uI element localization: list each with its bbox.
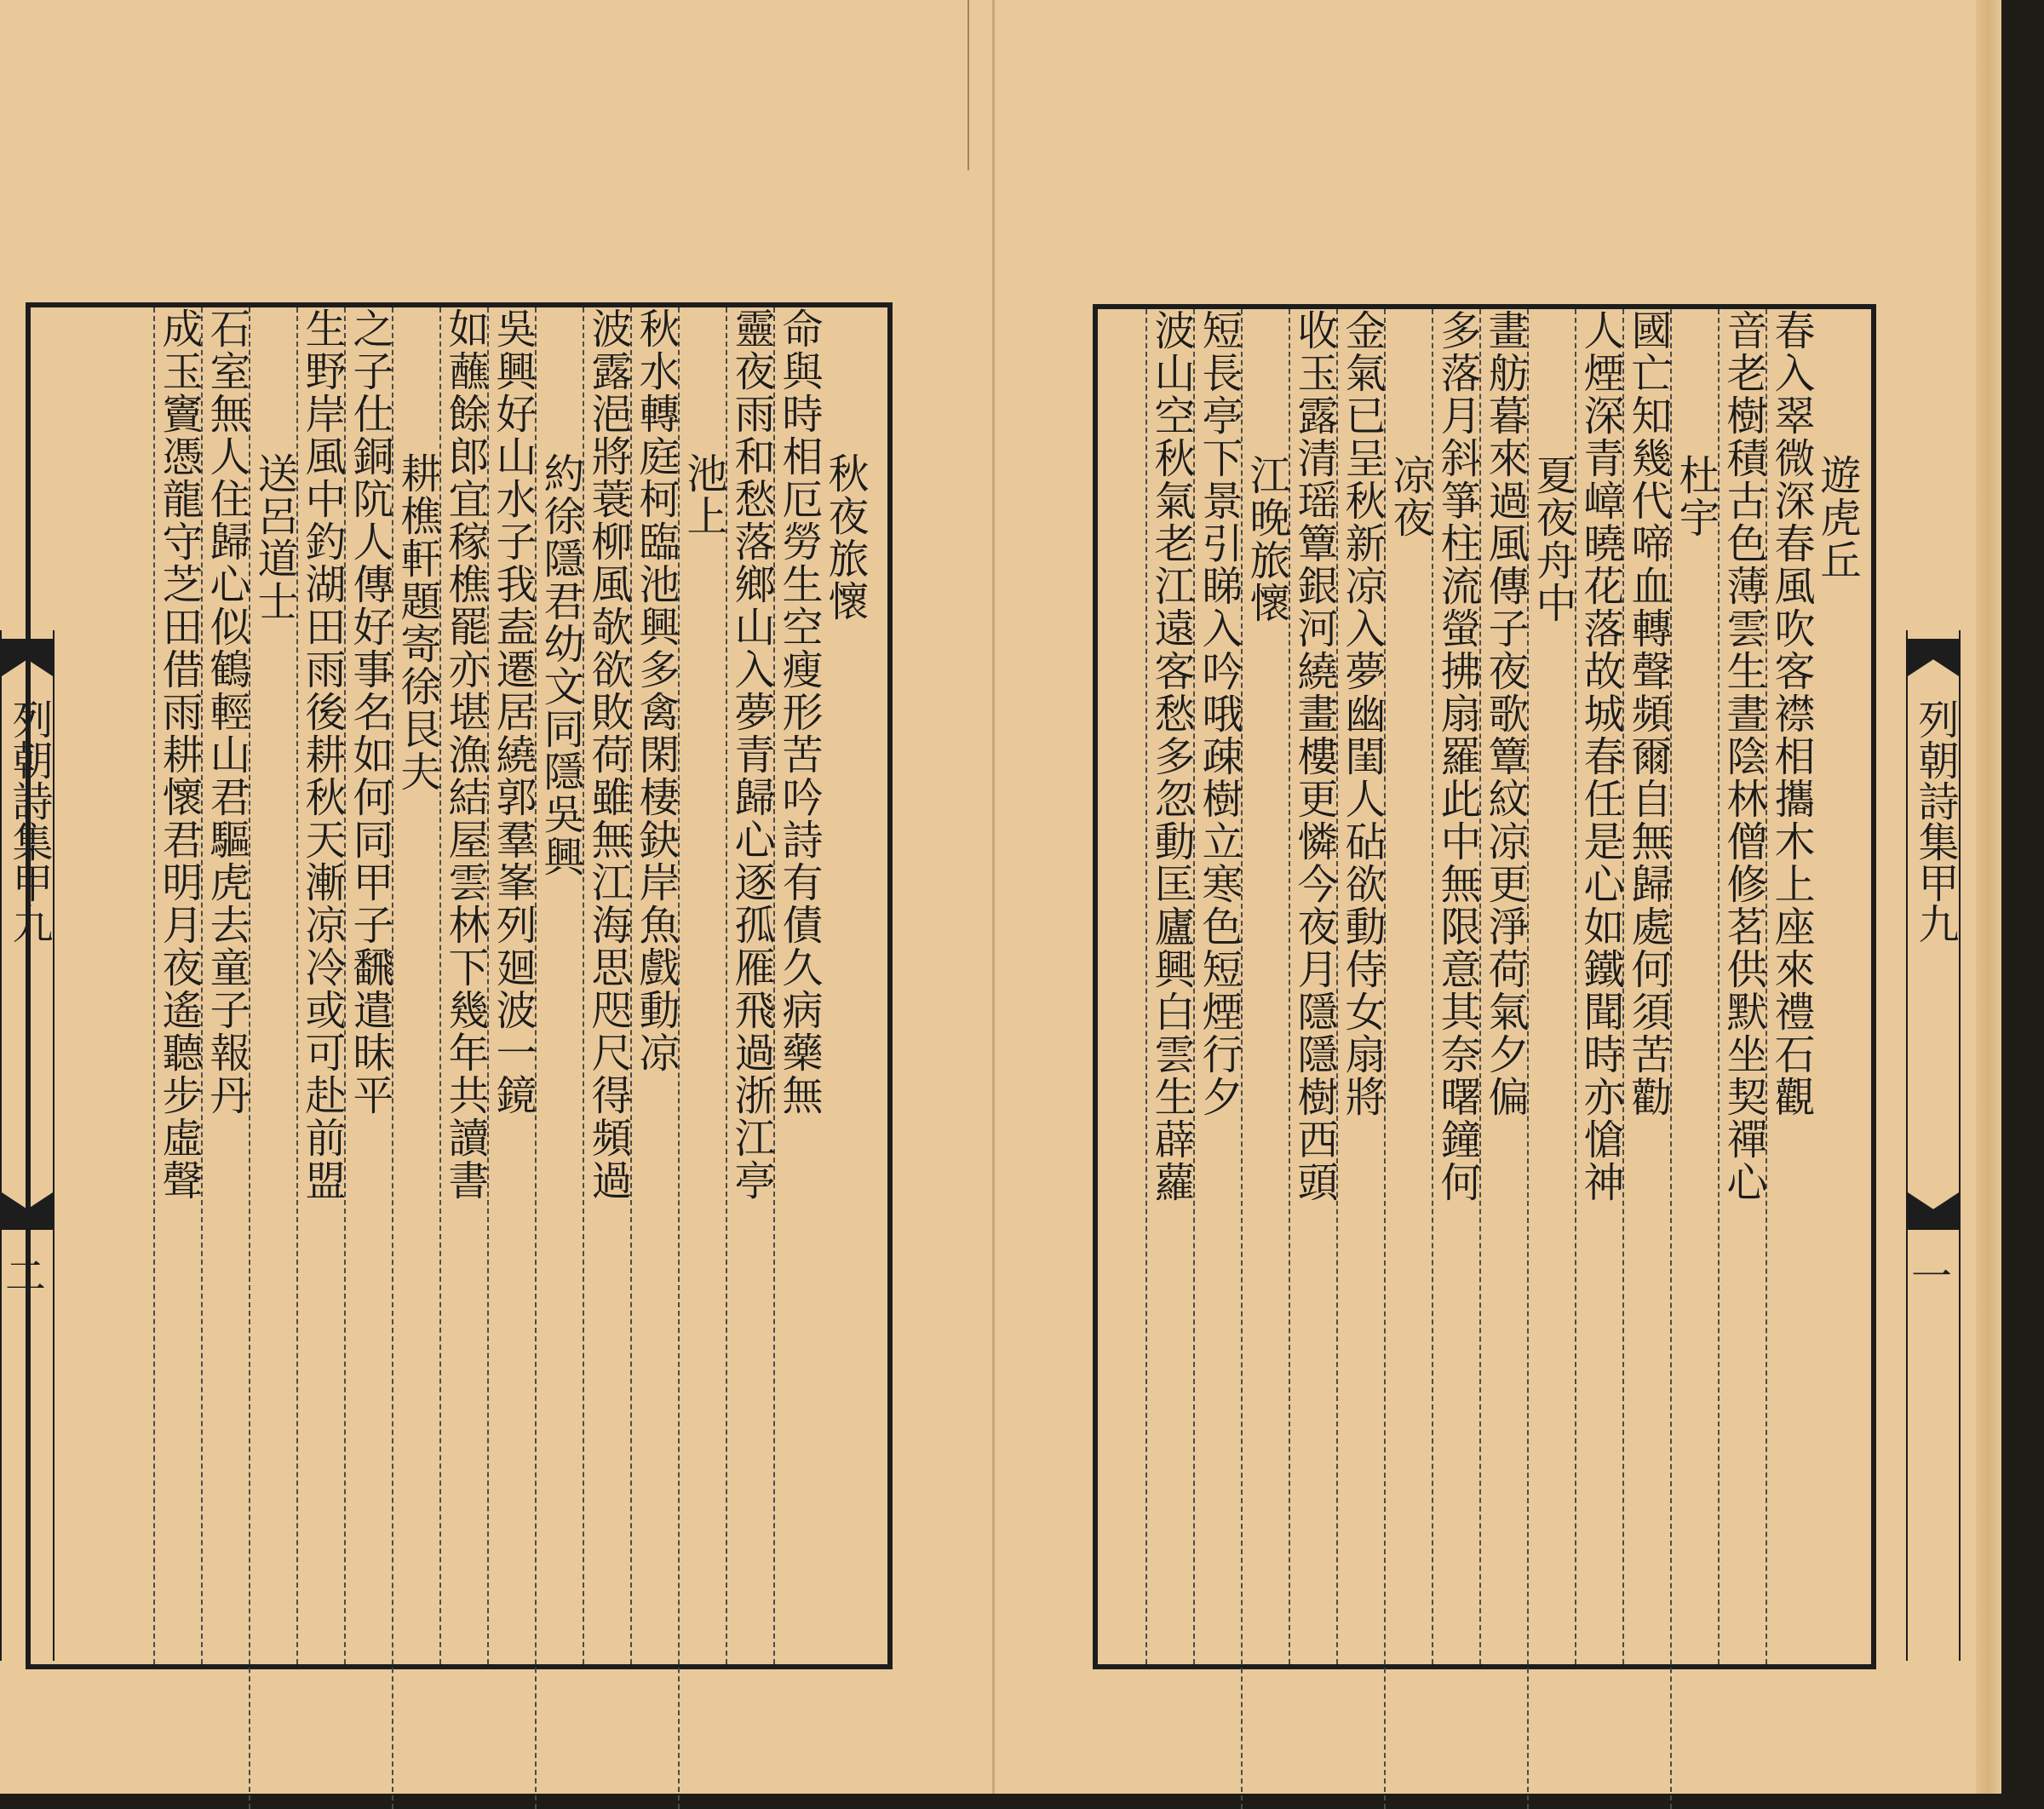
column-4: 池上: [678, 307, 727, 1809]
right-centre-strip: [1906, 630, 1961, 1661]
right-strip-title: 列朝詩集甲九: [1911, 698, 1959, 944]
column-12: 生野岸風中釣湖田雨後耕秋天漸凉冷或可赴前盟: [296, 307, 346, 1664]
column-9: 如蘸餘郎宜稼樵罷亦堪漁結屋雲林下幾年共讀書: [439, 307, 489, 1664]
column-7: 夏夜舟中: [1527, 309, 1576, 1809]
right-page: [995, 0, 2001, 1794]
column-14: 短長亭下景引睇入吟哦疎樹立寒色短煙行夕: [1193, 309, 1243, 1664]
left-text-frame: [26, 302, 893, 1669]
column-10: 凉夜: [1384, 309, 1433, 1809]
column-6: 人煙深青嶂曉花落故城春任是心如鐵聞時亦愴神: [1575, 309, 1624, 1664]
column-8: 吳興好山水子我盍遷居繞郭羣峯列廻波一鏡: [487, 307, 537, 1664]
column-1: 秋夜旅懷: [821, 452, 869, 623]
column-13: 送呂道士: [249, 307, 298, 1809]
column-5: 國亡知幾代啼血轉聲頻爾自無歸處何須苦勸: [1622, 309, 1672, 1664]
left-strip-title: 列朝詩集甲九: [5, 698, 53, 944]
left-page: [0, 0, 995, 1794]
column-14: 石室無人住歸心似鶴輕山君驅虎去童子報丹: [201, 307, 250, 1664]
column-15: 成玉竇憑龍守芝田借雨耕懷君明月夜遙聽步虛聲: [153, 307, 203, 1664]
column-15: 波山空秋氣老江遠客愁多忽動匡廬興白雲生薜蘿: [1145, 309, 1195, 1664]
fish-tail-bottom-icon: [1908, 1192, 1959, 1230]
column-12: 收玉露清瑶簟銀河繞畫樓更憐今夜月隱隱樹西頭: [1289, 309, 1338, 1664]
column-3: 音老樹積古色薄雲生晝陰林僧修茗供默坐契禪心: [1718, 309, 1767, 1664]
column-11: 之子仕銅阬人傳好事名如何同甲子飜遣昧平: [344, 307, 393, 1664]
right-strip-page-number: 一: [1911, 1253, 1953, 1301]
column-11: 金氣已呈秋新凉入夢幽閨人砧欲動侍女扇將: [1336, 309, 1386, 1664]
column-2: 春入翠微深春風吹客襟相攜木上座來禮石觀: [1766, 309, 1815, 1664]
column-5: 秋水轉庭柯臨池興多禽閑棲鈌岸魚戲動凉: [630, 307, 680, 1664]
column-3: 靈夜雨和愁落鄉山入夢青歸心逐孤雁飛過浙江亭: [726, 307, 775, 1664]
column-10: 耕樵軒題寄徐艮夫: [392, 307, 441, 1809]
page-fold-line: [967, 0, 969, 170]
column-2: 命與時相厄勞生空瘦形苦吟詩有債久病藥無: [773, 307, 823, 1664]
column-9: 多落月斜箏柱流螢拂扇羅此中無限意其奈曙鐘何: [1432, 309, 1481, 1664]
column-6: 波露浥將蓑柳風欹欲敗荷雖無江海思咫尺得頻過: [583, 307, 632, 1664]
column-1: 遊虎丘: [1813, 454, 1861, 582]
column-8: 畫舫暮來過風傳子夜歌簟紋凉更淨荷氣夕偏: [1479, 309, 1529, 1664]
page-edge: [1976, 0, 2001, 1794]
column-4: 杜宇: [1670, 309, 1720, 1809]
right-text-frame: [1093, 304, 1876, 1669]
left-strip-page-number: 二: [5, 1253, 47, 1301]
column-7: 約徐隱君幼文同隱吳興: [535, 307, 584, 1809]
fish-tail-top-icon: [1908, 639, 1959, 676]
column-13: 江晚旅懷: [1241, 309, 1290, 1809]
